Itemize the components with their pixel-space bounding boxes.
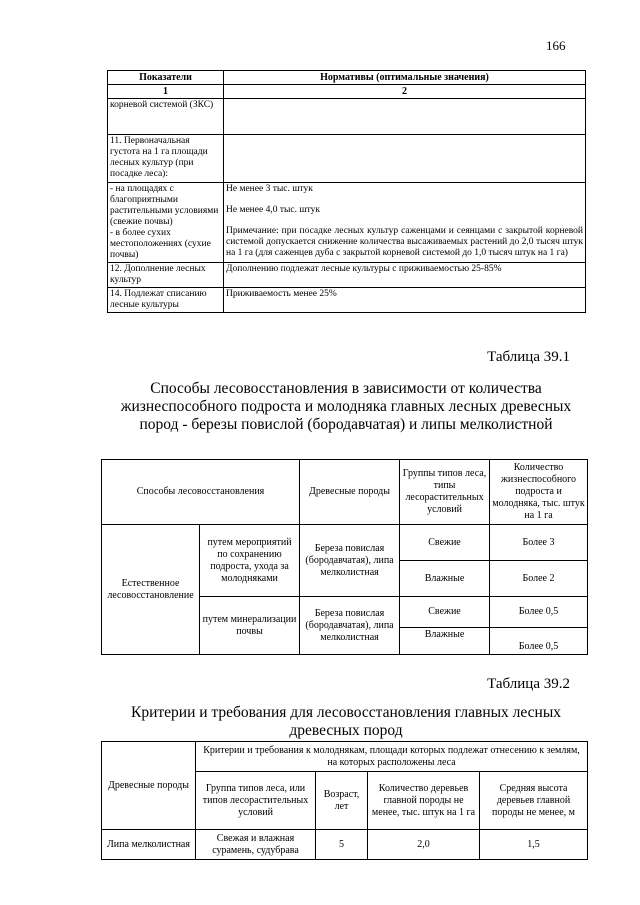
condition-wet-2: Влажные: [400, 628, 490, 655]
row-zks-label: корневой системой (ЗКС): [108, 99, 224, 135]
cell-species: Липа мелколистная: [102, 830, 196, 860]
condition-fresh-1: Свежие: [400, 525, 490, 561]
header-indicators: Показатели: [108, 71, 224, 85]
header-tree-count: Количество деревьев главной породы не менее, тыс. штук на 1 га: [368, 772, 480, 830]
header-forest-type-group: Группа типов леса, или типов лесорастительных условий: [196, 772, 316, 830]
count-wet-2: Более 0,5: [490, 628, 588, 655]
header-species: Древесные породы: [300, 460, 400, 525]
count-fresh-1: Более 3: [490, 525, 588, 561]
cell-age: 5: [316, 830, 368, 860]
method-soil-mineralization: путем минерализации почвы: [200, 597, 300, 655]
norms-table: [107, 70, 586, 313]
header-mean-height: Средняя высота деревьев главной породы не менее, м: [480, 772, 588, 830]
page-number: 166: [546, 38, 566, 53]
note-text: Примечание: при посадке лесных культур саженцами и сеянцами с закрытой корневой системой допускается снижение количества высаживаемых растений до 2,0 тысяч штук на 1 га (для саженцев дуба с закрытой корневой системой до 1,0 тысяч штук на 1 га): [226, 226, 583, 258]
header-age: Возраст, лет: [316, 772, 368, 830]
row12-label: 12. Дополнение лесных культур: [108, 263, 224, 288]
row11-label: 11. Первоначальная густота на 1 га площади лесных культур (при посадке леса):: [108, 135, 224, 183]
table-caption-39-2: Таблица 39.2: [487, 676, 570, 692]
species-birch-linden-2: Береза повислая (бородавчатая), липа мелколистная: [300, 597, 400, 655]
row14-value: Приживаемость менее 25%: [224, 288, 586, 313]
count-fresh-2: Более 0,5: [490, 597, 588, 628]
row-dry-label: - в более сухих местоположениях (сухие почвы): [110, 228, 211, 260]
row-favorable-value: Не менее 3 тыс. штук: [226, 184, 313, 194]
method-natural: Естественное лесовосстановление: [102, 525, 200, 655]
regeneration-methods-table: [101, 459, 588, 655]
count-wet-1: Более 2: [490, 561, 588, 597]
header-criteria: Критерии и требования к молоднякам, площади которых подлежат отнесению к землям, на которых расположены леса: [196, 742, 588, 772]
cell-tree-count: 2,0: [368, 830, 480, 860]
method-preserve-undergrowth: путем мероприятий по сохранению подроста, ухода за молодняками: [200, 525, 300, 597]
header-forest-types: Группы типов леса, типы лесорастительных условий: [400, 460, 490, 525]
cell-forest-type: Свежая и влажная сурамень, судубрава: [196, 830, 316, 860]
header-norms: Нормативы (оптимальные значения): [224, 71, 586, 85]
criteria-table: [101, 741, 588, 860]
column-number-1: 1: [108, 85, 224, 99]
header-methods: Способы лесовосстановления: [102, 460, 300, 525]
header-undergrowth-count: Количество жизнеспособного подроста и молодняка, тыс. штук на 1 га: [490, 460, 588, 525]
row-density-values: [224, 183, 586, 263]
row12-value: Дополнению подлежат лесные культуры с приживаемостью 25-85%: [224, 263, 586, 288]
column-number-2: 2: [224, 85, 586, 99]
table-title-39-2: Критерии и требования для лесовосстановления главных лесных древесных пород: [131, 704, 561, 739]
condition-wet-1: Влажные: [400, 561, 490, 597]
row-zks-value: [224, 99, 586, 135]
row-favorable-label: - на площадях с благоприятными растительными условиями (свежие почвы): [110, 184, 219, 227]
species-birch-linden-1: Береза повислая (бородавчатая), липа мелколистная: [300, 525, 400, 597]
row11-value: [224, 135, 586, 183]
table-title-39-1: Способы лесовосстановления в зависимости от количества жизнеспособного подроста и молодняка главных лесных древесных пород - березы повислой (бородавчатая) и липы мелколистной: [120, 380, 572, 433]
table-caption-39-1: Таблица 39.1: [487, 349, 570, 365]
header-species-3: Древесные породы: [102, 742, 196, 830]
row-dry-value: Не менее 4,0 тыс. штук: [226, 205, 321, 215]
condition-fresh-2: Свежие: [400, 597, 490, 628]
row-density-labels: [108, 183, 224, 263]
row14-label: 14. Подлежат списанию лесные культуры: [108, 288, 224, 313]
cell-mean-height: 1,5: [480, 830, 588, 860]
